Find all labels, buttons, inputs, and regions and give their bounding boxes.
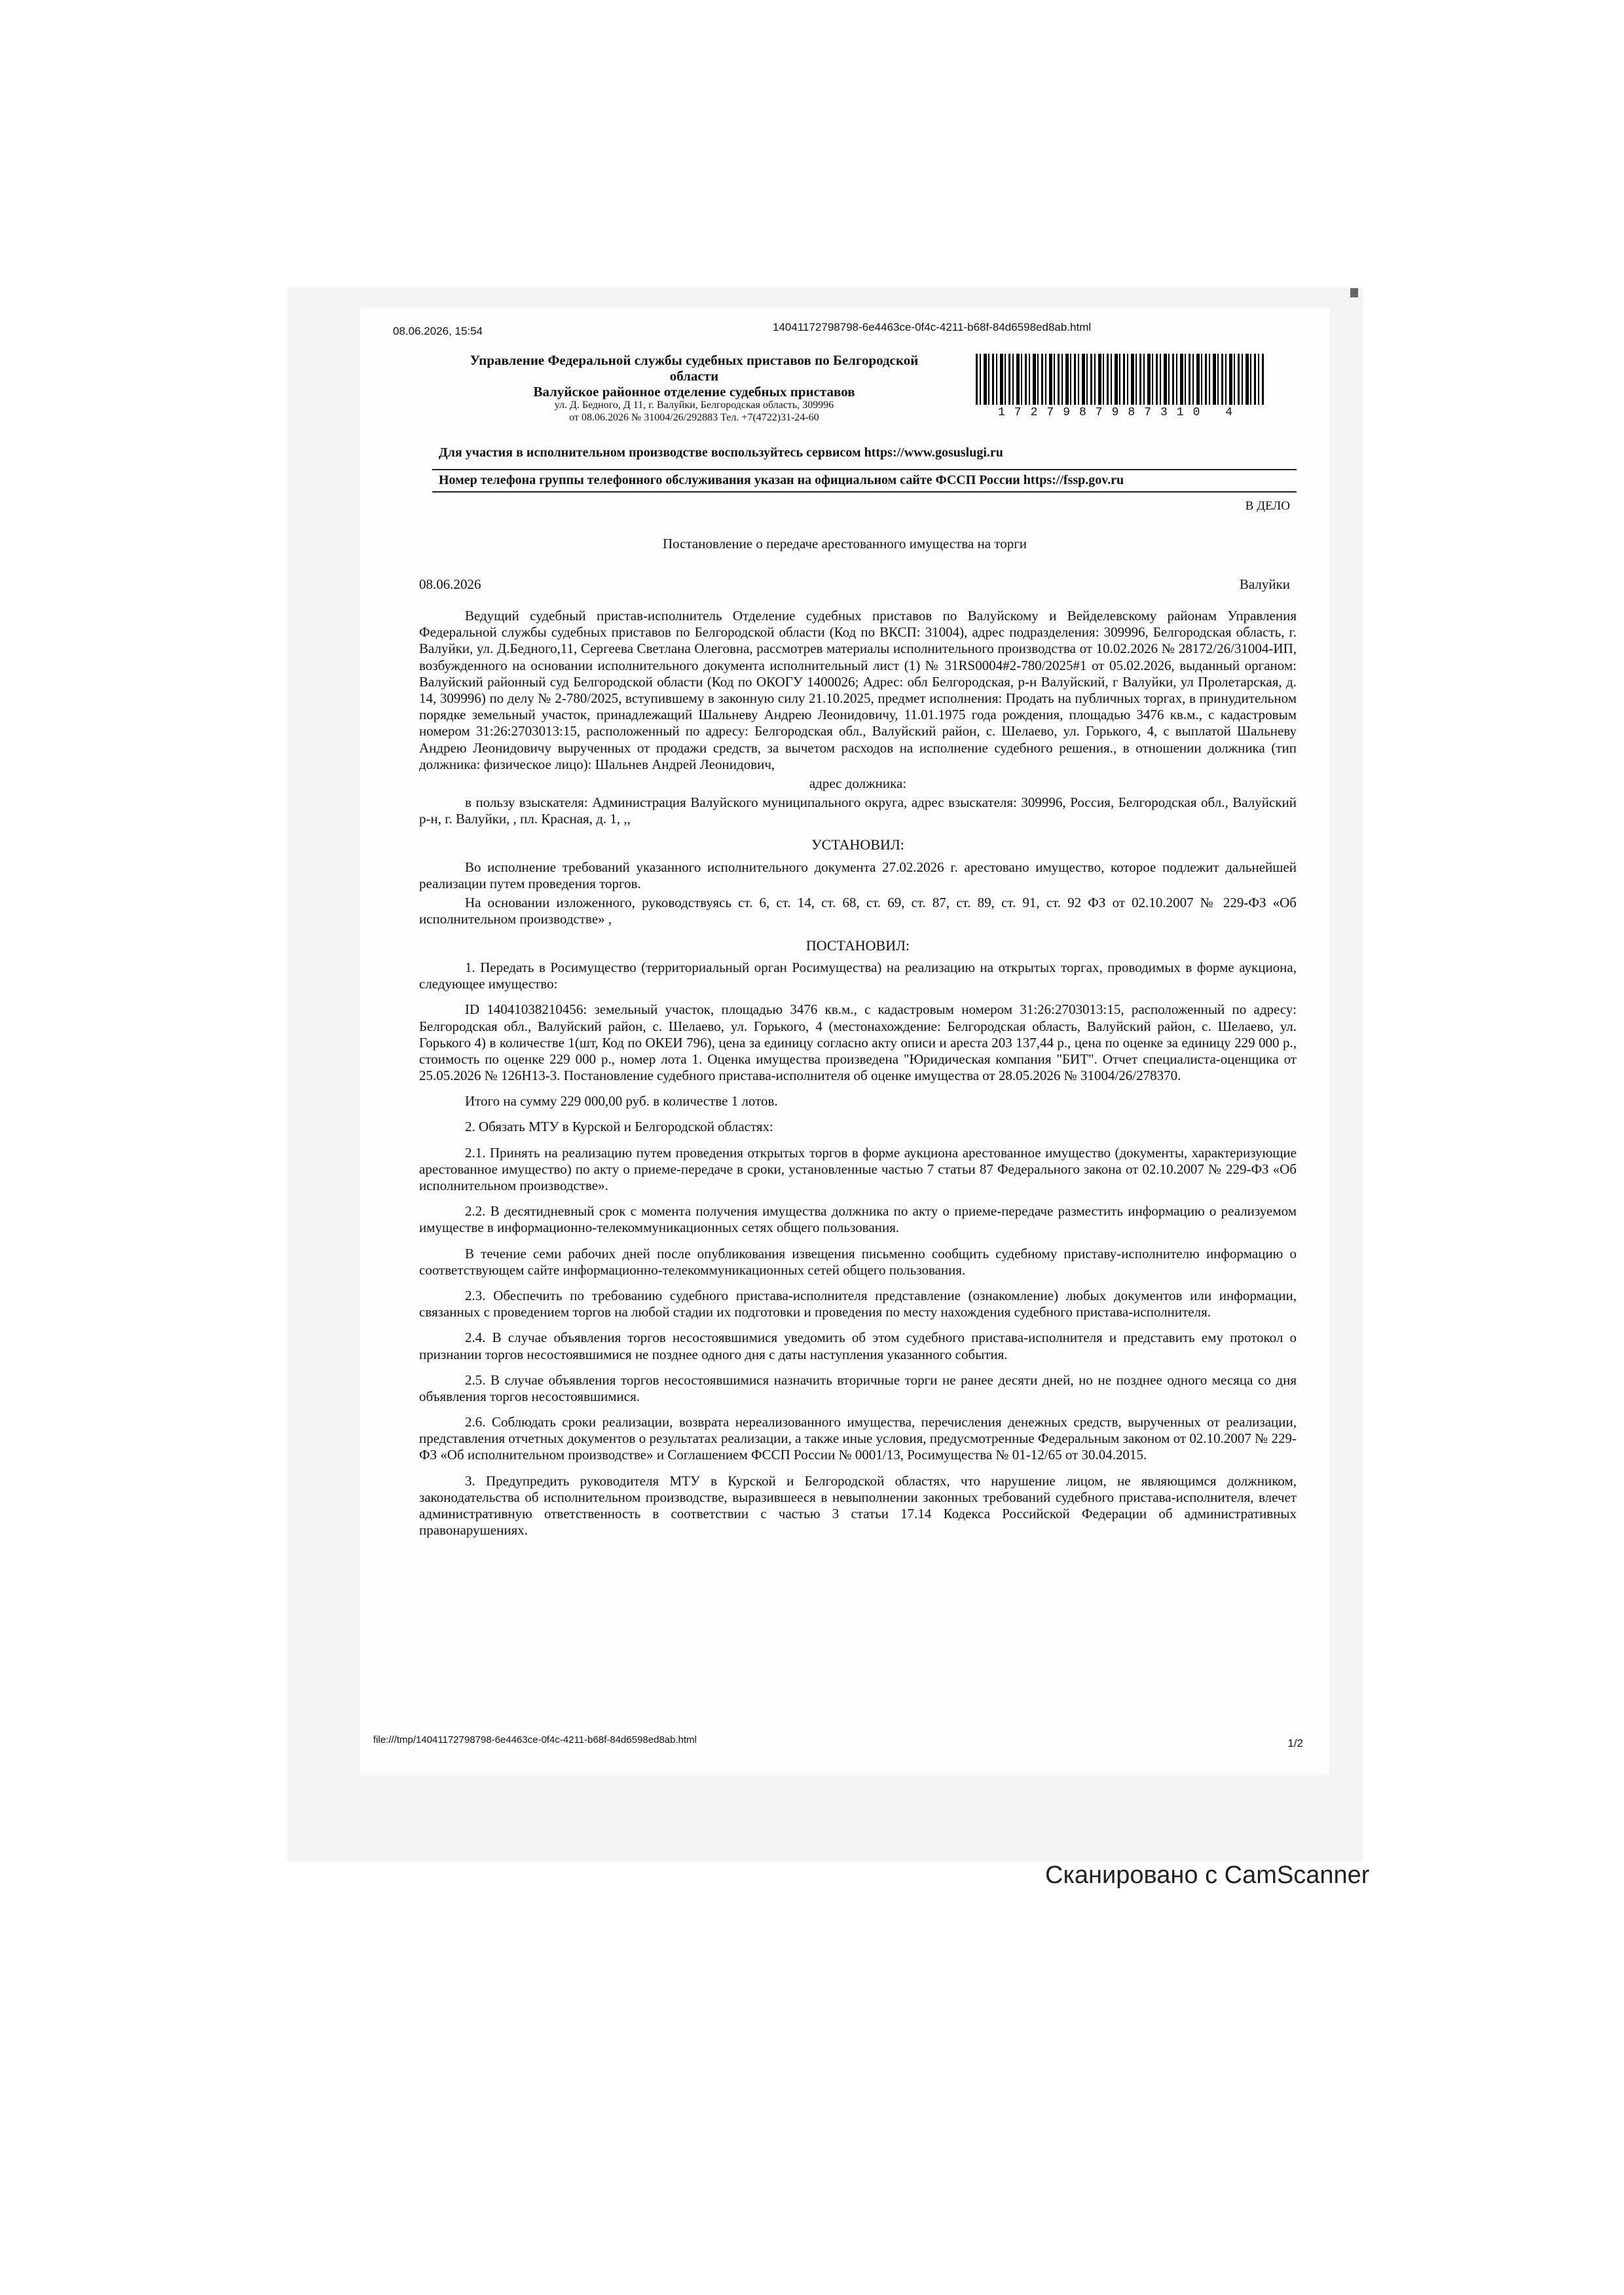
clause-3: 3. Предупредить руководителя МТУ в Курской и Белгородской областях, что нарушение лицом, не являющимся должником, законодательства об исполнительном производстве, выразившееся в невыполнении законных требований судебного пристава-исполнителя, влечет административную ответственность в соответствии с частью 3 статьи 17.14 Кодекса Российской Федерации об административных правонарушениях. (419, 1472, 1297, 1539)
agency-region: области (669, 368, 719, 384)
clause-2-2: 2.2. В десятидневный срок с момента получения имущества должника по акту о приеме-передаче разместить информацию о реализуемом имуществе в информационно-телекоммуникационных сетях общего пользования. (419, 1203, 1297, 1236)
established-paragraph-2: На основании изложенного, руководствуясь ст. 6, ст. 14, ст. 68, ст. 69, ст. 87, ст. 89, ст. 91, ст. 92 ФЗ от 02.10.2007 № 229-ФЗ «Об исполнительном производстве» , (419, 895, 1297, 927)
clause-1: 1. Передать в Росимущество (территориальный орган Росимущества) на реализацию на открытых торгах, проводимых в форме аукциона, следующее имущество: (419, 959, 1297, 992)
document-title: Постановление о передаче арестованного имущества на торги (662, 536, 1027, 551)
established-heading: УСТАНОВИЛ: (811, 836, 904, 853)
print-header (380, 321, 1310, 341)
intro-paragraph: Ведущий судебный пристав-исполнитель Отделение судебных приставов по Валуйскому и Вейделевскому районам Управления Федеральной службы судебных приставов по Белгородской области (Код по ВКСП: 31004), адрес подразделения: 309996, Белгородская область, г. Валуйки, ул. Д.Бедного,11, Сергеева Светлана Олеговна, рассмотрев материалы исполнительного производства от 10.02.2026 № 28172/26/31004-ИП, возбужденного на основании исполнительного документа исполнительный лист (1) № 31RS0004#2-780/2025#1 от 05.02.2026, выданный органом: Валуйский районный суд Белгородской области (Код по ОКОГУ 1400026; Адрес: обл Белгородская, р-н Валуйский, г Валуйки, ул Пролетарская, д. 14, 309996) по делу № 2-780/2025, вступившему в законную силу 21.10.2025, предмет исполнения: Продать на публичных торгах, в принудительном порядке земельный участок, принадлежащий Шальневу Андрею Леонидовичу, 11.01.1975 года рождения, площадью 3476 кв.м., с кадастровым номером 31:26:2703013:15, расположенный по адресу: Белгородская обл., Валуйский район, с. Шелаево, ул. Горького, 4, с выплатой Шальневу Андрею Леонидовичу вырученных от продажи средств, за вычетом расходов на исполнение судебного решения., в отношении должника (тип должника: физическое лицо): Шальнев Андрей Леонидович, (419, 608, 1297, 772)
agency-block (432, 352, 956, 424)
page-number: 1/2 (1287, 1737, 1303, 1749)
creditor-paragraph: в пользу взыскателя: Администрация Валуйского муниципального округа, адрес взыскателя: 309996, Россия, Белгородская обл., Валуйский р-н, г. Валуйки, , пл. Красная, д. 1, ,, (419, 794, 1297, 827)
decided-heading: ПОСТАНОВИЛ: (805, 937, 910, 954)
clause-2-1: 2.1. Принять на реализацию путем проведения открытых торгов в форме аукциона арестованное имущество (документы, характеризующие арестованное имущество) по акту о приеме-передаче в сроки, установленные частью 7 статьи 87 Федерального закона от 02.10.2007 № 229-ФЗ «Об исполнительном производстве». (419, 1144, 1297, 1194)
scan-mark (1350, 288, 1358, 297)
divider (432, 491, 1297, 493)
established-paragraph-1: Во исполнение требований указанного исполнительного документа 27.02.2026 г. арестовано имущество, которое подлежит дальнейшей реализации путем проведения торгов. (419, 859, 1297, 892)
department-name: Валуйское районное отделение судебных приставов (533, 384, 855, 400)
divider (432, 469, 1297, 470)
v-delo-mark: В ДЕЛО (1245, 499, 1290, 513)
clause-2-5: 2.5. В случае объявления торгов несостоявшимися назначить вторичные торги не ранее десяти дней, но не позднее одного месяца со дня объявления торгов несостоявшимися. (419, 1371, 1297, 1404)
fssp-phone-notice: Номер телефона группы телефонного обслуживания указан на официальном сайте ФССП России https://fssp.gov.ru (439, 473, 1124, 487)
document-page (360, 308, 1329, 1775)
clause-1-item: ID 14041038210456: земельный участок, площадью 3476 кв.м., с кадастровым номером 31:26:2703013:15, расположенный по адресу: Белгородская обл., Валуйский район, с. Шелаево, ул. Горького, 4 (местонахождение: Белгородская область, Валуйский район, с. Шелаево, ул. Горького 4) в количестве 1(шт, Код по ОКЕИ 796), цена за единицу согласно акту описи и ареста 203 137,44 р., цена по оценке за единицу 229 000 р., стоимость по оценке 229 000 р., номер лота 1. Оценка имущества произведена "Юридическая компания "БИТ". Отчет специалиста-оценщика от 25.05.2026 № 126Н13-3. Постановление судебного пристава-исполнителя об оценке имущества от 28.05.2026 № 31004/26/278370. (419, 1001, 1297, 1084)
print-footer-path: file:///tmp/14041172798798-6e4463ce-0f4c-4211-b68f-84d6598ed8ab.html (373, 1734, 697, 1745)
debtor-address: адрес должника: (809, 775, 907, 791)
agency-name: Управление Федеральной службы судебных приставов по Белгородской (470, 352, 919, 368)
clause-2-4: 2.4. В случае объявления торгов несостоявшимися уведомить об этом судебного пристава-исполнителя и представить ему протокол о признании торгов несостоявшимися не позднее одного дня с даты наступления указанного события. (419, 1330, 1297, 1362)
total-line: Итого на сумму 229 000,00 руб. в количестве 1 лотов. (465, 1093, 778, 1110)
barcode (976, 354, 1264, 419)
clause-2: 2. Обязать МТУ в Курской и Белгородской областях: (465, 1119, 773, 1135)
camscanner-watermark: Сканировано с CamScanner (1045, 1861, 1370, 1889)
document-number-phone: от 08.06.2026 № 31004/26/292883 Тел. +7(4722)31-24-60 (569, 411, 819, 423)
clause-2-3: 2.3. Обеспечить по требованию судебного пристава-исполнителя представление (ознакомление) любых документов или информации, связанных с проведением торгов на любой стадии их подготовки и проведения по месту нахождения судебного пристава-исполнителя. (419, 1287, 1297, 1320)
gosuslugi-notice: Для участия в исполнительном производстве воспользуйтесь сервисом https://www.gosuslugi.ru (439, 445, 1003, 460)
document-city: Валуйки (1239, 576, 1290, 592)
barcode-bars (976, 354, 1264, 405)
clause-2-2b: В течение семи рабочих дней после опубликования извещения письменно сообщить судебному приставу-исполнителю информацию о соответствующем сайте информационно-телекоммуникационных сетей общего пользования. (419, 1245, 1297, 1278)
barcode-digits: 1727987987310 4 (997, 406, 1242, 419)
department-address: ул. Д. Бедного, Д 11, г. Валуйки, Белгородская область, 309996 (554, 400, 834, 411)
print-datetime: 08.06.2026, 15:54 (393, 325, 483, 337)
print-title: 14041172798798-6e4463ce-0f4c-4211-b68f-84d6598ed8ab.html (773, 321, 1092, 333)
document-date: 08.06.2026 (419, 576, 481, 592)
clause-2-6: 2.6. Соблюдать сроки реализации, возврата нереализованного имущества, перечисления денежных средств, вырученных от реализации, представления отчетных документов о результатах реализации, а также иные условия, предусмотренные Федеральным законом от 02.10.2007 № 229-ФЗ «Об исполнительном производстве» и Соглашением ФССП России № 0001/13, Росимущества № 01-12/65 от 30.04.2015. (419, 1414, 1297, 1463)
document-body (419, 608, 1297, 1548)
